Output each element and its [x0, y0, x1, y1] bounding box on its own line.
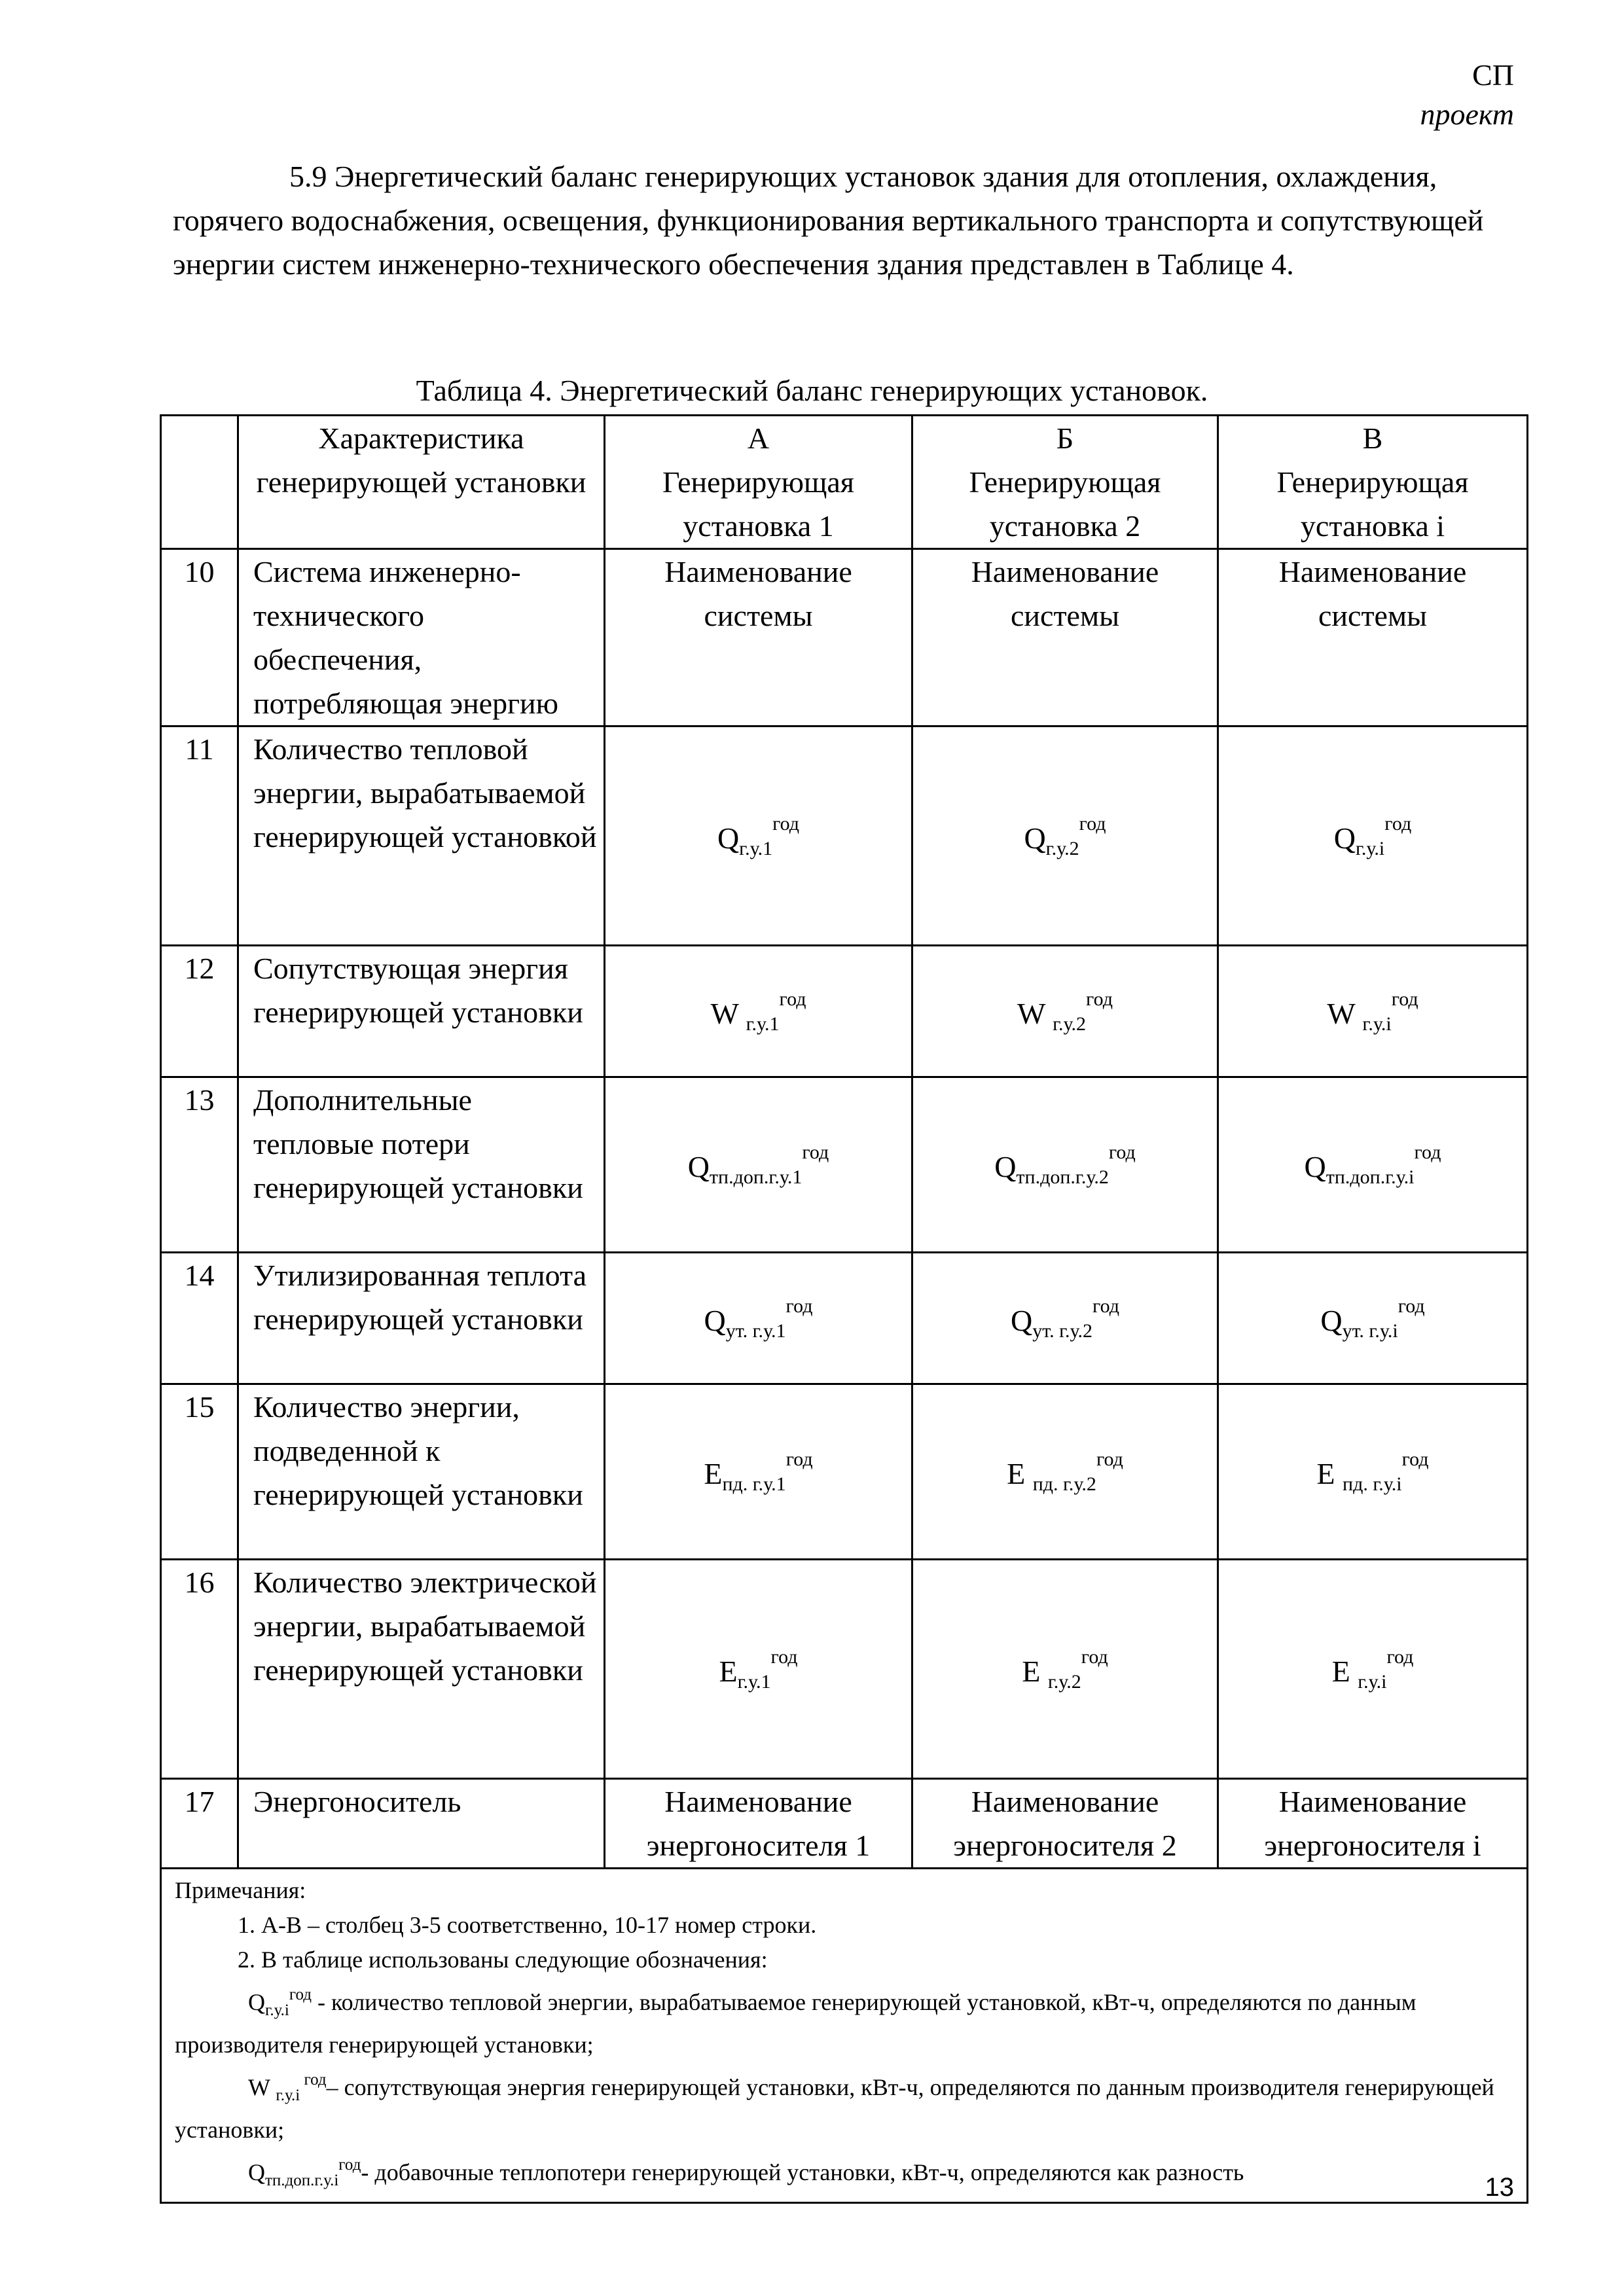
row-label: Энергоноситель: [238, 1779, 605, 1869]
table-row-11: [161, 726, 1528, 946]
symbol-epd-gu-i: E $_{пд. г.у.i}^{год}$: [1316, 1448, 1429, 1495]
cell-col-c: Наименование системы: [1218, 549, 1528, 726]
cell-col-a: [605, 1077, 912, 1253]
cell-col-a: [605, 1560, 912, 1779]
symbol-q-gu-i: $Q_{г.у.i}^{год}$: [248, 1986, 312, 2019]
header-num-cell: [161, 416, 238, 549]
table-notes-row: [161, 1869, 1528, 2203]
table-row-12: [161, 946, 1528, 1077]
cell-col-c: [1218, 1077, 1528, 1253]
notes-def-w: W $_{г.у.i}$ $^{год}$– сопутствующая энергия генерирующей установки, кВт-ч, определяются по данным производителя генерирующей установки;: [175, 2071, 1494, 2143]
row-label: Дополнительные тепловые потери генерирующей установки: [238, 1077, 605, 1253]
symbol-q-gu-1: $Q_{г.у.1}^{год}$: [717, 812, 800, 859]
cell-col-b: [912, 1384, 1218, 1560]
header-col-a: [605, 416, 912, 549]
symbol-qut-gu-2: $Q_{ут. г.у.2}^{год}$: [1011, 1295, 1119, 1342]
header-col-b: [912, 416, 1218, 549]
notes-item-2: 2. В таблице использованы следующие обозначения:: [238, 1946, 768, 1973]
cell-col-c: [1218, 1560, 1528, 1779]
cell-col-b: [912, 1253, 1218, 1384]
row-number: 13: [161, 1077, 238, 1253]
symbol-q-gu-i: $Q_{г.у.i}^{год}$: [1333, 812, 1412, 859]
intro-paragraph: [173, 154, 1519, 286]
symbol-w-gu-i: W $_{г.у.i}^{год}$: [1327, 988, 1418, 1035]
notes-def-qtp: $Q_{тп.доп.г.у.i}^{год}-$ добавочные теплопотери генерирующей установки, кВт-ч, определяются как разность: [248, 2156, 1244, 2189]
symbol-qtp-gu-2: $Q_{тп.доп.г.у.2}^{год}$: [994, 1141, 1136, 1188]
notes-cell: [161, 1869, 1528, 2203]
cell-col-c: [1218, 1384, 1528, 1560]
symbol-e-gu-2: E $_{г.у.2}^{год}$: [1022, 1645, 1108, 1693]
row-number: 11: [161, 726, 238, 946]
header-col-c-name: Генерирующая установка i: [1276, 465, 1469, 543]
cell-col-a: Наименование энергоносителя 1: [605, 1779, 912, 1869]
symbol-qut-gu-i: $Q_{ут. г.у.i}^{год}$: [1320, 1295, 1425, 1342]
header-col-c-letter: В: [1362, 422, 1383, 455]
row-number: 10: [161, 549, 238, 726]
cell-col-b: [912, 1560, 1218, 1779]
table-caption: Таблица 4. Энергетический баланс генерирующих установок.: [416, 374, 1208, 407]
symbol-epd-gu-2: E $_{пд. г.у.2}^{год}$: [1007, 1448, 1123, 1495]
row-label: Количество тепловой энергии, вырабатываемой генерирующей установкой: [238, 726, 605, 946]
symbol-q-gu-2: $Q_{г.у.2}^{год}$: [1024, 812, 1106, 859]
symbol-e-gu-1: $E_{г.у.1}^{год}$: [719, 1645, 798, 1693]
cell-col-c: [1218, 726, 1528, 946]
row-label: Система инженерно-технического обеспечения, потребляющая энергию: [238, 549, 605, 726]
row-number: 17: [161, 1779, 238, 1869]
table-row-16: [161, 1560, 1528, 1779]
row-number: 12: [161, 946, 238, 1077]
cell-col-a: [605, 1384, 912, 1560]
symbol-qtp-gu-i: $Q_{тп.доп.г.у.i}^{год}$: [1304, 1141, 1441, 1188]
symbol-w-gu-1: W $_{г.у.1}^{год}$: [710, 988, 806, 1035]
table-row-13: [161, 1077, 1528, 1253]
table-row-17: [161, 1779, 1528, 1869]
header-doc-code: СП: [1472, 58, 1514, 92]
cell-col-b: [912, 946, 1218, 1077]
header-status: проект: [1420, 98, 1514, 131]
header-col-b-letter: Б: [1056, 422, 1074, 455]
symbol-w-gu-2: W $_{г.у.2}^{год}$: [1017, 988, 1113, 1035]
row-label: Количество энергии, подведенной к генерирующей установки: [238, 1384, 605, 1560]
header-characteristic: Характеристика генерирующей установки: [238, 416, 605, 549]
row-label: Количество электрической энергии, вырабатываемой генерирующей установки: [238, 1560, 605, 1779]
cell-col-a: [605, 726, 912, 946]
notes-title: Примечания:: [175, 1877, 306, 1903]
intro-text: 5.9 Энергетический баланс генерирующих установок здания для отопления, охлаждения, горячего водоснабжения, освещения, функционирования вертикального транспорта и сопутствующей энергии систем инженерно-технического обеспечения здания представлен в Таблице 4.: [173, 160, 1484, 281]
table-row-14: [161, 1253, 1528, 1384]
header-col-a-letter: А: [747, 422, 770, 455]
page-number: 13: [1485, 2173, 1514, 2202]
symbol-qtp-gu-i: $Q_{тп.доп.г.у.i}^{год}$: [248, 2156, 361, 2189]
notes-def-q: $Q_{г.у.i}^{год}$ - количество тепловой энергии, вырабатываемое генерирующей установкой, кВт-ч, определяются по данным производителя генерирующей установки;: [175, 1986, 1416, 2058]
cell-col-a: [605, 946, 912, 1077]
cell-col-b: Наименование системы: [912, 549, 1218, 726]
cell-col-c: [1218, 946, 1528, 1077]
row-label: Утилизированная теплота генерирующей установки: [238, 1253, 605, 1384]
cell-col-b: [912, 1077, 1218, 1253]
symbol-qtp-gu-1: $Q_{тп.доп.г.у.1}^{год}$: [687, 1141, 829, 1188]
table-row-10: [161, 549, 1528, 726]
symbol-qut-gu-1: $Q_{ут. г.у.1}^{год}$: [704, 1295, 813, 1342]
cell-col-c: Наименование энергоносителя i: [1218, 1779, 1528, 1869]
cell-col-b: [912, 726, 1218, 946]
cell-col-c: [1218, 1253, 1528, 1384]
table-header-row: [161, 416, 1528, 549]
cell-col-a: [605, 1253, 912, 1384]
header-col-a-name: Генерирующая установка 1: [662, 465, 854, 543]
symbol-epd-gu-1: $E_{пд. г.у.1}^{год}$: [704, 1448, 813, 1495]
notes-item-1: 1. А-В – столбец 3-5 соответственно, 10-17 номер строки.: [238, 1912, 817, 1938]
symbol-e-gu-i: E $_{г.у.i}^{год}$: [1331, 1645, 1414, 1693]
energy-balance-table: [160, 414, 1528, 2204]
row-number: 14: [161, 1253, 238, 1384]
row-number: 15: [161, 1384, 238, 1560]
symbol-w-gu-i: W $_{г.у.i}$ $^{год}$: [248, 2071, 327, 2104]
cell-col-a: Наименование системы: [605, 549, 912, 726]
row-number: 16: [161, 1560, 238, 1779]
cell-col-b: Наименование энергоносителя 2: [912, 1779, 1218, 1869]
header-col-b-name: Генерирующая установка 2: [969, 465, 1161, 543]
table-row-15: [161, 1384, 1528, 1560]
row-label: Сопутствующая энергия генерирующей установки: [238, 946, 605, 1077]
header-col-c: [1218, 416, 1528, 549]
